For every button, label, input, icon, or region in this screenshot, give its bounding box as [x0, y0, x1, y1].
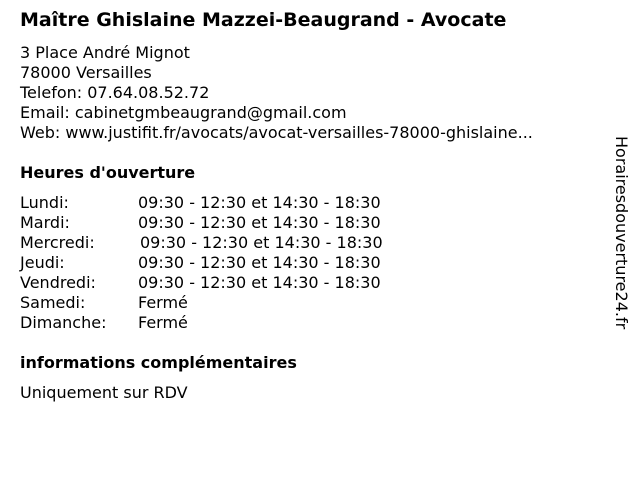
time-value: 09:30 - 12:30 et 14:30 - 18:30 — [138, 193, 381, 212]
opening-hours-heading: Heures d'ouverture — [20, 163, 196, 182]
day-label: Jeudi: — [20, 253, 65, 272]
time-value: 09:30 - 12:30 et 14:30 - 18:30 — [138, 273, 381, 292]
day-label: Samedi: — [20, 293, 86, 312]
hours-row-thursday — [20, 253, 440, 273]
day-label: Vendredi: — [20, 273, 96, 292]
time-value: 09:30 - 12:30 et 14:30 - 18:30 — [138, 213, 381, 232]
day-label: Mardi: — [20, 213, 70, 232]
time-value: Fermé — [138, 293, 188, 312]
hours-row-saturday — [20, 293, 440, 313]
address-city: 78000 Versailles — [20, 63, 152, 82]
contact-block — [20, 43, 533, 143]
side-brand-watermark: Horairesdouverture24.fr — [612, 136, 631, 330]
opening-hours-table — [20, 193, 440, 333]
additional-info-text: Uniquement sur RDV — [20, 383, 188, 402]
page-title: Maître Ghislaine Mazzei-Beaugrand - Avocate — [20, 9, 507, 31]
address-street: 3 Place André Mignot — [20, 43, 190, 62]
hours-row-monday — [20, 193, 440, 213]
day-label: Lundi: — [20, 193, 69, 212]
website-url: Web: www.justifit.fr/avocats/avocat-versailles-78000-ghislaine... — [20, 123, 533, 142]
time-value: Fermé — [138, 313, 188, 332]
day-label: Mercredi: — [20, 233, 95, 252]
hours-row-tuesday — [20, 213, 440, 233]
additional-info-heading: informations complémentaires — [20, 353, 297, 372]
day-label: Dimanche: — [20, 313, 107, 332]
hours-row-sunday — [20, 313, 440, 333]
phone-number: Telefon: 07.64.08.52.72 — [20, 83, 210, 102]
hours-row-wednesday — [20, 233, 440, 253]
time-value: 09:30 - 12:30 et 14:30 - 18:30 — [138, 253, 381, 272]
hours-row-friday — [20, 273, 440, 293]
email-address: Email: cabinetgmbeaugrand@gmail.com — [20, 103, 347, 122]
time-value: 09:30 - 12:30 et 14:30 - 18:30 — [140, 233, 383, 252]
